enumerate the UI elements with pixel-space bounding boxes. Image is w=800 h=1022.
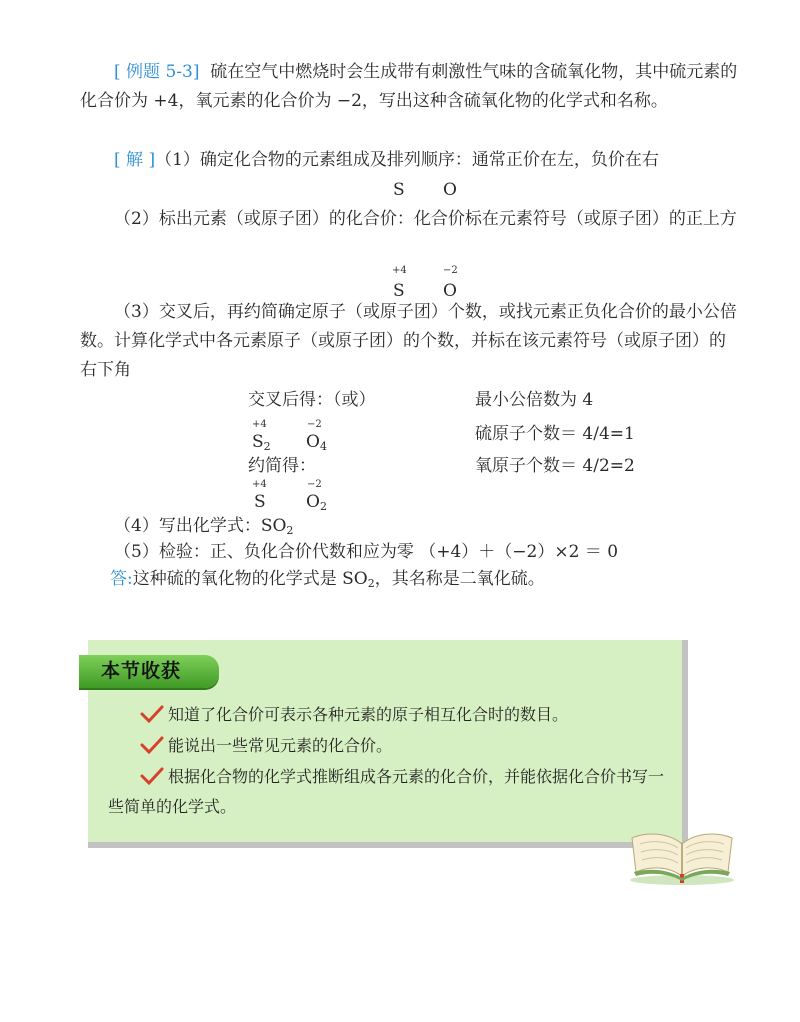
valence-o-2: −2 — [307, 419, 322, 430]
solution-step-3: （3）交叉后，再约简确定原子（或原子团）个数，或找元素正负化合价的最小公倍数。计算化学式中各元素原子（或原子团）的个数，并标在该元素符号（或原子团）的右下角 — [80, 302, 737, 380]
element-o-2: O — [443, 281, 457, 301]
valence-s-2: +4 — [252, 419, 267, 430]
solution-step-4: （4）写出化学式：$SO_2$ — [114, 516, 294, 537]
answer-line: 答:这种硫的氧化物的化学式是 $SO_2$，其名称是二氧化硫。 — [110, 569, 545, 590]
summary-item-2: 能说出一些常见元素的化合价。 — [108, 731, 678, 761]
answer-label: 答: — [110, 569, 133, 589]
summary-item-3: 根据化合物的化学式推断组成各元素的化合价，并能依据化合价书写一些简单的化学式。 — [108, 767, 665, 816]
cross-label: 交叉后得：（或） — [248, 390, 376, 410]
reduced-s: S — [254, 492, 266, 512]
valence-s-3: +4 — [252, 479, 267, 490]
solution-step-2: （2）标出元素（或原子团）的化合价：化合价标在元素符号（或原子团）的正上方 — [114, 209, 737, 229]
check-icon — [140, 736, 164, 754]
example-paragraph — [80, 58, 740, 116]
open-book-icon — [628, 822, 736, 886]
summary-item-1: 知道了化合价可表示各种元素的原子相互化合时的数目。 — [108, 700, 678, 730]
check-icon — [140, 705, 164, 723]
step-1-text: （1）确定化合物的元素组成及排列顺序：通常正价在左，负价在右 — [155, 150, 659, 170]
example-text: 硫在空气中燃烧时会生成带有刺激性气味的含硫氧化物，其中硫元素的化合价为 +4，氧元素的化合价为 −2，写出这种含硫氧化物的化学式和名称。 — [80, 62, 738, 111]
check-icon — [140, 767, 164, 785]
solution-label: [ 解 ] — [114, 150, 156, 170]
lcm-text: 最小公倍数为 4 — [475, 390, 594, 410]
element-s-2: S — [393, 281, 405, 301]
valence-o-1: −2 — [443, 265, 458, 276]
element-o-1: O — [443, 180, 457, 200]
valence-o-3: −2 — [307, 479, 322, 490]
summary-title-tag — [79, 655, 219, 688]
element-s-1: S — [393, 180, 405, 200]
summary-title: 本节收获 — [101, 660, 182, 682]
reduced-o: $O_2$ — [306, 492, 327, 513]
example-label: [ 例题 5-3] — [114, 62, 200, 82]
crossed-s: $S_2$ — [252, 432, 271, 453]
crossed-o: $O_4$ — [306, 432, 327, 453]
solution-step-5: （5）检验：正、负化合价代数和应为零 （+4）＋（−2）×2 ＝ 0 — [114, 542, 619, 562]
valence-s-1: +4 — [392, 265, 407, 276]
s-count-text: 硫原子个数＝ 4/4=1 — [475, 424, 635, 444]
reduce-label: 约简得： — [248, 456, 316, 476]
solution-step-1 — [80, 146, 740, 175]
o-count-text: 氧原子个数＝ 4/2=2 — [475, 456, 635, 476]
